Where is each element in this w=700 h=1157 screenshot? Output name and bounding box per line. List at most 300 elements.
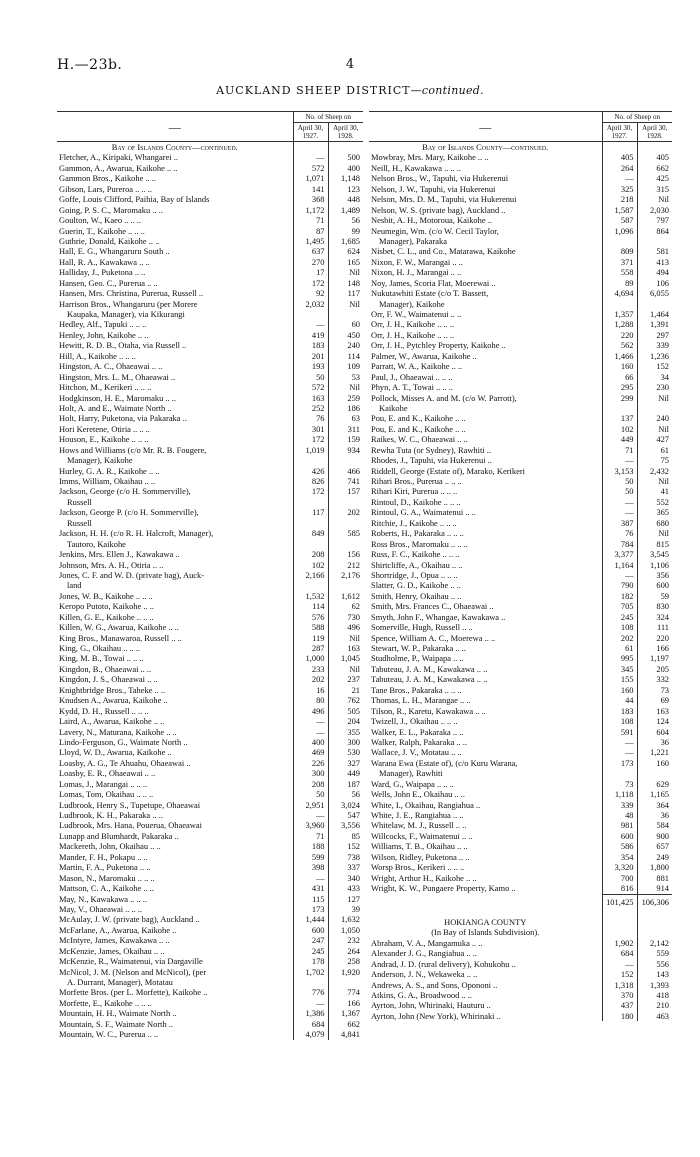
- table-row: [369, 852, 672, 862]
- sheep-1928: 530: [328, 747, 363, 757]
- owner-name: Guerin, T., Kaikohe .. .. ..: [59, 225, 145, 236]
- sheep-1927: 160: [602, 685, 637, 695]
- sheep-1927: 1,118: [602, 789, 637, 799]
- owner-name: Tabuteau, J. A. M., Kawakawa .. ..: [371, 674, 488, 685]
- table-row: [369, 226, 672, 236]
- table-row: [369, 990, 672, 1000]
- sheep-1927: 325: [602, 184, 637, 194]
- table-row: [369, 737, 672, 747]
- sheep-1927: 339: [602, 800, 637, 810]
- sheep-1927: 4,694: [602, 288, 637, 298]
- table-row: [369, 361, 672, 371]
- owner-name: Ross Bros., Maromaku .. .. ..: [371, 538, 468, 549]
- empty-cell: [369, 907, 602, 917]
- table-row: [369, 800, 672, 810]
- sheep-1928: [637, 403, 672, 413]
- owner-name: Goffe, Louis Clifford, Paihia, Bay of Islands: [59, 194, 210, 205]
- sheep-1928: 165: [328, 257, 363, 267]
- sheep-1927: 368: [293, 194, 328, 204]
- sheep-1927: 587: [602, 215, 637, 225]
- owner-name: Mountain, W. C., Purerua .. ..: [59, 1029, 159, 1040]
- owner-name: Knightbridge Bros., Taheke .. ..: [59, 684, 166, 695]
- owner-name: Abraham, V. A., Mangamuka .. ..: [371, 937, 483, 948]
- owner-column-header: —: [369, 112, 602, 142]
- sheep-1928: 315: [637, 184, 672, 194]
- table-row: [369, 873, 672, 883]
- table-row: [369, 633, 672, 643]
- owner-name: Hewitt, R. D. B., Otaha, via Russell ..: [59, 340, 187, 351]
- sheep-1928: Nil: [328, 299, 363, 309]
- sheep-1928: 204: [328, 716, 363, 726]
- owner-name: Hori Keretene, Otiria .. .. ..: [59, 423, 150, 434]
- sheep-1928: 3,556: [328, 820, 363, 830]
- owner-name: Hansen, Mrs. Christina, Purerua, Russell ..: [59, 288, 204, 299]
- table-row: [57, 695, 363, 705]
- table-row: [57, 779, 363, 789]
- sheep-1927: 496: [293, 706, 328, 716]
- table-row: [57, 497, 363, 507]
- empty-cell: [602, 927, 637, 937]
- owner-name: Fletcher, A., Kiripaki, Whangarei ..: [59, 152, 179, 163]
- owner-name: Keropo Putoto, Kaikohe .. ..: [59, 601, 154, 612]
- sheep-1928: 433: [328, 883, 363, 893]
- owner-name: Willcocks, F., Waimatenui .. ..: [371, 830, 473, 841]
- sheep-1927: 426: [293, 466, 328, 476]
- sheep-1927: 684: [602, 948, 637, 958]
- owner-name: Imms, William, Okaihau .. ..: [59, 476, 156, 486]
- sheep-1928: Nil: [637, 528, 672, 538]
- left-table-body: [57, 142, 363, 1040]
- sheep-1928: 680: [637, 518, 672, 528]
- owner-name: Hodgkinson, H. E., Maromaku .. ..: [59, 392, 176, 403]
- owner-name: Smith, Henry, Okaihau .. ..: [371, 590, 462, 601]
- sheep-1927: 173: [602, 758, 637, 768]
- table-row: [57, 977, 363, 987]
- sheep-1927: 92: [293, 288, 328, 298]
- table-row: [369, 685, 672, 695]
- owner-column-header: —: [57, 112, 293, 142]
- owner-name: Mowbray, Mrs. Mary, Kaikohe .. ..: [371, 152, 489, 163]
- owner-name: Alexander J. G., Rangiahua .. ..: [371, 948, 477, 959]
- sheep-1927: 1,357: [602, 309, 637, 319]
- sheep-1927: [293, 539, 328, 549]
- sheep-1928: 1,685: [328, 236, 363, 246]
- table-row: [369, 664, 672, 674]
- sheep-1928: Nil: [328, 633, 363, 643]
- col-1928-header: April 30, 1928.: [328, 123, 363, 142]
- sheep-1928: 1,489: [328, 205, 363, 215]
- table-row: [57, 173, 363, 183]
- sheep-1927: 600: [293, 925, 328, 935]
- sheep-1927: 684: [293, 1019, 328, 1029]
- page-title: [0, 84, 700, 97]
- owner-name: Ayrton, John, Whirinaki, Hauturu ..: [371, 1000, 491, 1011]
- owner-name: Loasby, E. R., Ohaeawai .. ..: [59, 768, 156, 779]
- sheep-1927: 2,951: [293, 800, 328, 810]
- owner-name: Walker, Ralph, Pakaraka .. ..: [371, 736, 467, 747]
- sheep-1928: Nil: [637, 393, 672, 403]
- sheep-1927: 115: [293, 894, 328, 904]
- sheep-1928: 85: [328, 831, 363, 841]
- sheep-table-right: [369, 111, 672, 1021]
- sheep-1927: 160: [602, 361, 637, 371]
- sheep-1928: 427: [637, 434, 672, 444]
- owner-name: Russ, F. C., Kaikohe .. .. ..: [371, 549, 460, 560]
- empty-cell: [637, 142, 672, 153]
- table-row: [57, 1019, 363, 1029]
- sheep-1927: 1,902: [602, 938, 637, 948]
- sheep-1927: 188: [293, 841, 328, 851]
- table-row: [369, 205, 672, 215]
- sheep-1927: 172: [293, 486, 328, 496]
- sheep-1928: 418: [637, 990, 672, 1000]
- table-row: [57, 340, 363, 350]
- sheep-1928: 3,024: [328, 800, 363, 810]
- sheep-1928: 212: [328, 560, 363, 570]
- sheep-1927: 469: [293, 747, 328, 757]
- owner-name: Andrews, A. S., and Sons, Opononi ..: [371, 979, 498, 990]
- sheep-1928: Nil: [637, 424, 672, 434]
- sheep-1928: 202: [328, 507, 363, 517]
- owner-name: Hows and Williams (c/o Mr. R. B. Fougere,: [59, 444, 207, 455]
- sheep-1927: 172: [293, 278, 328, 288]
- owner-name: Raikes, W. C., Ohaeawai .. ..: [371, 434, 468, 445]
- sheep-1927: —: [602, 959, 637, 969]
- sheep-1927: 1,288: [602, 319, 637, 329]
- owner-name: Gammon, A., Awarua, Kaikohe .. ..: [59, 162, 178, 173]
- sheep-1928: [328, 580, 363, 590]
- table-row: [57, 653, 363, 663]
- empty-cell: [328, 142, 363, 153]
- owner-name: Lindo-Ferguson, G., Waimate North ..: [59, 736, 188, 747]
- sheep-1927: 226: [293, 758, 328, 768]
- owner-name: Laird, A., Awarua, Kaikohe .. ..: [59, 716, 165, 727]
- sheep-table-left: [57, 111, 363, 1040]
- sheep-1927: 137: [602, 413, 637, 423]
- sheep-1928: 1,236: [637, 351, 672, 361]
- sheep-1927: [602, 403, 637, 413]
- sheep-1928: 75: [637, 455, 672, 465]
- owner-name: Ward, G., Waipapa .. .. ..: [371, 778, 454, 789]
- table-row: [369, 695, 672, 705]
- sheep-1927: —: [602, 173, 637, 183]
- table-row: [57, 434, 363, 444]
- owner-name: Noy, James, Scoria Flat, Moerewai ..: [371, 277, 496, 288]
- owner-name: Pollock, Misses A. and M. (c/o W. Parrott),: [371, 392, 517, 403]
- sheep-1928: 797: [637, 215, 672, 225]
- sheep-1928: 3,545: [637, 549, 672, 559]
- sheep-1927: 826: [293, 476, 328, 486]
- sheep-1927: 981: [602, 820, 637, 830]
- owner-name: Killen, G. E., Kaikohe .. .. ..: [59, 611, 154, 622]
- sheep-1927: [293, 580, 328, 590]
- owner-name: Holt, Harry, Puketona, via Pakaraka ..: [59, 413, 187, 424]
- table-row: [369, 173, 672, 183]
- sheep-1927: 295: [602, 382, 637, 392]
- sheep-1927: 163: [293, 393, 328, 403]
- owner-name: Nisbet, C. L., and Co., Matarawa, Kaikohe: [371, 246, 516, 257]
- sheep-1928: 1,920: [328, 967, 363, 977]
- owner-name: Manager), Kaikohe: [67, 455, 133, 466]
- sheep-1928: 124: [637, 716, 672, 726]
- owner-name: McNicol, J. M. (Nelson and McNicol), (per: [59, 966, 207, 977]
- table-row: [57, 236, 363, 246]
- sheep-1928: [637, 299, 672, 309]
- sheep-1927: 61: [602, 643, 637, 653]
- table-row: [57, 393, 363, 403]
- table-row: [57, 205, 363, 215]
- sheep-1927: 588: [293, 622, 328, 632]
- table-row: [57, 883, 363, 893]
- sheep-1927: 995: [602, 653, 637, 663]
- sheep-1927: —: [293, 152, 328, 162]
- owner-name: Slatter, G. D., Kaikohe .. ..: [371, 580, 461, 591]
- total-1927: 101,425: [602, 894, 637, 907]
- table-row: [57, 560, 363, 570]
- table-row: [57, 549, 363, 559]
- owner-name: Guthrie, Donald, Kaikohe .. ..: [59, 235, 160, 246]
- table-row: [57, 539, 363, 549]
- sheep-1928: 36: [637, 810, 672, 820]
- table-row: [57, 737, 363, 747]
- table-row: [369, 267, 672, 277]
- table-row: [57, 935, 363, 945]
- owner-name: King Bros., Manawaroa, Russell .. ..: [59, 632, 182, 643]
- sheep-1928: 547: [328, 810, 363, 820]
- sheep-1928: 405: [637, 152, 672, 162]
- table-row: [369, 948, 672, 958]
- sheep-1927: 1,444: [293, 914, 328, 924]
- table-row: [369, 372, 672, 382]
- sheep-1928: 210: [637, 1000, 672, 1010]
- sheep-1927: 233: [293, 664, 328, 674]
- sheep-1928: 159: [328, 434, 363, 444]
- table-row: [57, 727, 363, 737]
- section-text: Bay of Islands County—continued.: [111, 142, 238, 152]
- table-row: [57, 455, 363, 465]
- owner-name: May, V., Ohaeawai .. .. ..: [59, 903, 143, 914]
- table-row: [57, 633, 363, 643]
- sheep-1928: 232: [328, 935, 363, 945]
- sheep-1927: 809: [602, 246, 637, 256]
- spacer-row: [369, 907, 672, 917]
- sheep-1927: 637: [293, 246, 328, 256]
- sheep-1928: 69: [637, 695, 672, 705]
- sheep-1927: [293, 497, 328, 507]
- owner-name: Rihari Bros., Purerua .. .. ..: [371, 476, 462, 486]
- owner-name: Wilson, Ridley, Puketona .. ..: [371, 851, 470, 862]
- table-row: [369, 883, 672, 894]
- sheep-1927: 4,079: [293, 1029, 328, 1039]
- sheep-1927: 247: [293, 935, 328, 945]
- sheep-group-header: No. of Sheep on: [602, 112, 672, 123]
- sheep-1928: 163: [637, 706, 672, 716]
- sheep-1928: 339: [637, 340, 672, 350]
- sheep-1927: 300: [293, 768, 328, 778]
- sheep-1928: 230: [637, 382, 672, 392]
- owner-name: Kydd, D. H., Russell .. .. ..: [59, 705, 149, 716]
- table-row: [57, 382, 363, 392]
- table-row: [57, 299, 363, 309]
- owner-name: Mason, N., Maromaku .. .. ..: [59, 872, 155, 883]
- sheep-1927: —: [602, 570, 637, 580]
- sheep-1928: 34: [637, 372, 672, 382]
- table-row: [57, 278, 363, 288]
- district-title: AUCKLAND SHEEP DISTRICT: [216, 84, 411, 97]
- owner-name: Gammon Bros., Kaikohe .. ..: [59, 173, 157, 184]
- sheep-1928: 187: [328, 779, 363, 789]
- table-row: [57, 914, 363, 924]
- sheep-1928: 39: [328, 904, 363, 914]
- sheep-1928: 152: [328, 841, 363, 851]
- owner-name: Whitelaw, M. J., Russell .. ..: [371, 820, 467, 831]
- owner-name: Ludbrook, K. H., Pakaraka .. ..: [59, 810, 163, 820]
- sheep-1927: 87: [293, 226, 328, 236]
- owner-name: Palmer, W., Awarua, Kaikohe ..: [371, 350, 477, 361]
- table-row: [369, 716, 672, 726]
- sheep-1927: 252: [293, 403, 328, 413]
- sheep-1928: 259: [328, 393, 363, 403]
- sheep-1927: 102: [293, 560, 328, 570]
- sheep-1928: 61: [637, 445, 672, 455]
- col-1927-header: April 30, 1927.: [293, 123, 328, 142]
- table-row: [57, 664, 363, 674]
- owner-name: Hansen, Geo. C., Purerua .. ..: [59, 277, 158, 288]
- sheep-1928: 581: [637, 246, 672, 256]
- table-row: [369, 768, 672, 778]
- table-row: [57, 789, 363, 799]
- sheep-1927: 591: [602, 727, 637, 737]
- owner-name: Killen, W. G., Awarua, Kaikohe .. ..: [59, 622, 179, 633]
- owner-name: Hurley, G. A. R., Kaikohe .. ..: [59, 465, 160, 476]
- sheep-1928: 62: [328, 601, 363, 611]
- sheep-1928: 1,148: [328, 173, 363, 183]
- owner-name: Roberts, H., Pakaraka .. .. ..: [371, 528, 464, 539]
- sheep-1927: 437: [602, 1000, 637, 1010]
- table-row: [57, 894, 363, 904]
- table-row: [369, 309, 672, 319]
- owner-name: Wright, K. W., Pungaere Property, Kamo ..: [371, 883, 516, 894]
- owner-name: Nixon, H. J., Marangai .. ..: [371, 267, 462, 278]
- table-row: [57, 820, 363, 830]
- owner-name: McAulay, J. W. (private bag), Auckland ..: [59, 914, 200, 925]
- table-row: [369, 841, 672, 851]
- sheep-1928: 332: [637, 674, 672, 684]
- owner-name: Nukutawhiti Estate (c/o T. Bassett,: [371, 288, 489, 299]
- sheep-1928: 815: [637, 539, 672, 549]
- owner-name: Gibson, Lars, Pureroa .. .. ..: [59, 183, 153, 194]
- sheep-1928: Nil: [328, 664, 363, 674]
- owner-name: Kingdon, J. S., Ohaeawai .. ..: [59, 674, 158, 685]
- sheep-1928: 1,632: [328, 914, 363, 924]
- sheep-1928: 340: [328, 873, 363, 883]
- sheep-1928: 624: [328, 246, 363, 256]
- table-row: [369, 403, 672, 413]
- owner-name: Ludbrook, Henry S., Tupetupe, Ohaeawai: [59, 799, 201, 810]
- page-number: 4: [345, 57, 355, 72]
- sheep-1928: 600: [637, 580, 672, 590]
- sheep-1928: 127: [328, 894, 363, 904]
- sheep-1927: 371: [602, 257, 637, 267]
- owner-name: Russell: [67, 496, 92, 507]
- table-row: [57, 330, 363, 340]
- sheep-1927: 80: [293, 695, 328, 705]
- sheep-1928: 240: [328, 340, 363, 350]
- owner-name: Orr, J. H., Kaikohe .. .. ..: [371, 319, 455, 330]
- owner-name: Johnson, Mrs. A. H., Otiria .. ..: [59, 559, 164, 570]
- table-row: [369, 938, 672, 948]
- table-row: [369, 288, 672, 298]
- table-row: [57, 257, 363, 267]
- sheep-1927: 152: [602, 969, 637, 979]
- sheep-1927: 1,318: [602, 980, 637, 990]
- sheep-1928: 2,142: [637, 938, 672, 948]
- table-row: [57, 445, 363, 455]
- owner-name: Pou, E. and K., Kaikohe .. ..: [371, 413, 466, 424]
- county-subtitle: [369, 927, 672, 937]
- sheep-1928: 413: [637, 257, 672, 267]
- table-row: [57, 570, 363, 580]
- sheep-1928: 117: [328, 288, 363, 298]
- sheep-1928: 258: [328, 956, 363, 966]
- table-row: [369, 560, 672, 570]
- sheep-1927: 3,960: [293, 820, 328, 830]
- sheep-1927: 44: [602, 695, 637, 705]
- sheep-1927: [602, 768, 637, 778]
- sheep-1927: 208: [293, 779, 328, 789]
- sheep-1927: 700: [602, 873, 637, 883]
- sheep-1928: 662: [637, 163, 672, 173]
- sheep-1927: 183: [602, 706, 637, 716]
- sheep-1927: 370: [602, 990, 637, 1000]
- sheep-1927: 76: [602, 528, 637, 538]
- owner-name: Smith, Mrs. Frances C., Ohaeawai ..: [371, 601, 494, 612]
- sheep-1928: [328, 497, 363, 507]
- sheep-1927: 117: [293, 507, 328, 517]
- sheep-1927: —: [602, 455, 637, 465]
- sheep-1928: 552: [637, 497, 672, 507]
- owner-name: Spence, William A. C., Moerewa .. ..: [371, 632, 496, 643]
- sheep-1927: 193: [293, 361, 328, 371]
- owner-name: Lavery, N., Maturana, Kaikohe .. ..: [59, 726, 177, 737]
- sheep-1928: 59: [637, 591, 672, 601]
- sheep-1928: 505: [328, 706, 363, 716]
- sheep-1928: 774: [328, 987, 363, 997]
- sheep-1927: —: [293, 716, 328, 726]
- table-row: [57, 507, 363, 517]
- table-row: [57, 372, 363, 382]
- table-row: [369, 518, 672, 528]
- owner-name: Wallace, J. V., Motatau .. ..: [371, 747, 462, 758]
- owner-name: McKenzie, James, Okaihau .. ..: [59, 945, 165, 956]
- sheep-1928: 163: [328, 643, 363, 653]
- sheep-1928: 63: [328, 413, 363, 423]
- table-row: [369, 455, 672, 465]
- total-row: [369, 894, 672, 907]
- owner-name: Tabuteau, J. A. M., Kawakawa .. ..: [371, 663, 488, 674]
- table-row: [57, 904, 363, 914]
- owner-name: Kingdon, B., Ohaeawai .. ..: [59, 663, 152, 674]
- empty-cell: [602, 917, 637, 927]
- sheep-1927: [293, 977, 328, 987]
- table-row: [369, 466, 672, 476]
- owner-name: Mattson, C. A., Kaikohe .. ..: [59, 883, 154, 894]
- owner-name: Walker, E. L., Pakaraka .. ..: [371, 726, 464, 737]
- sheep-1928: [637, 768, 672, 778]
- sheep-1927: 3,153: [602, 466, 637, 476]
- sheep-1927: 345: [602, 664, 637, 674]
- sheep-1927: —: [602, 737, 637, 747]
